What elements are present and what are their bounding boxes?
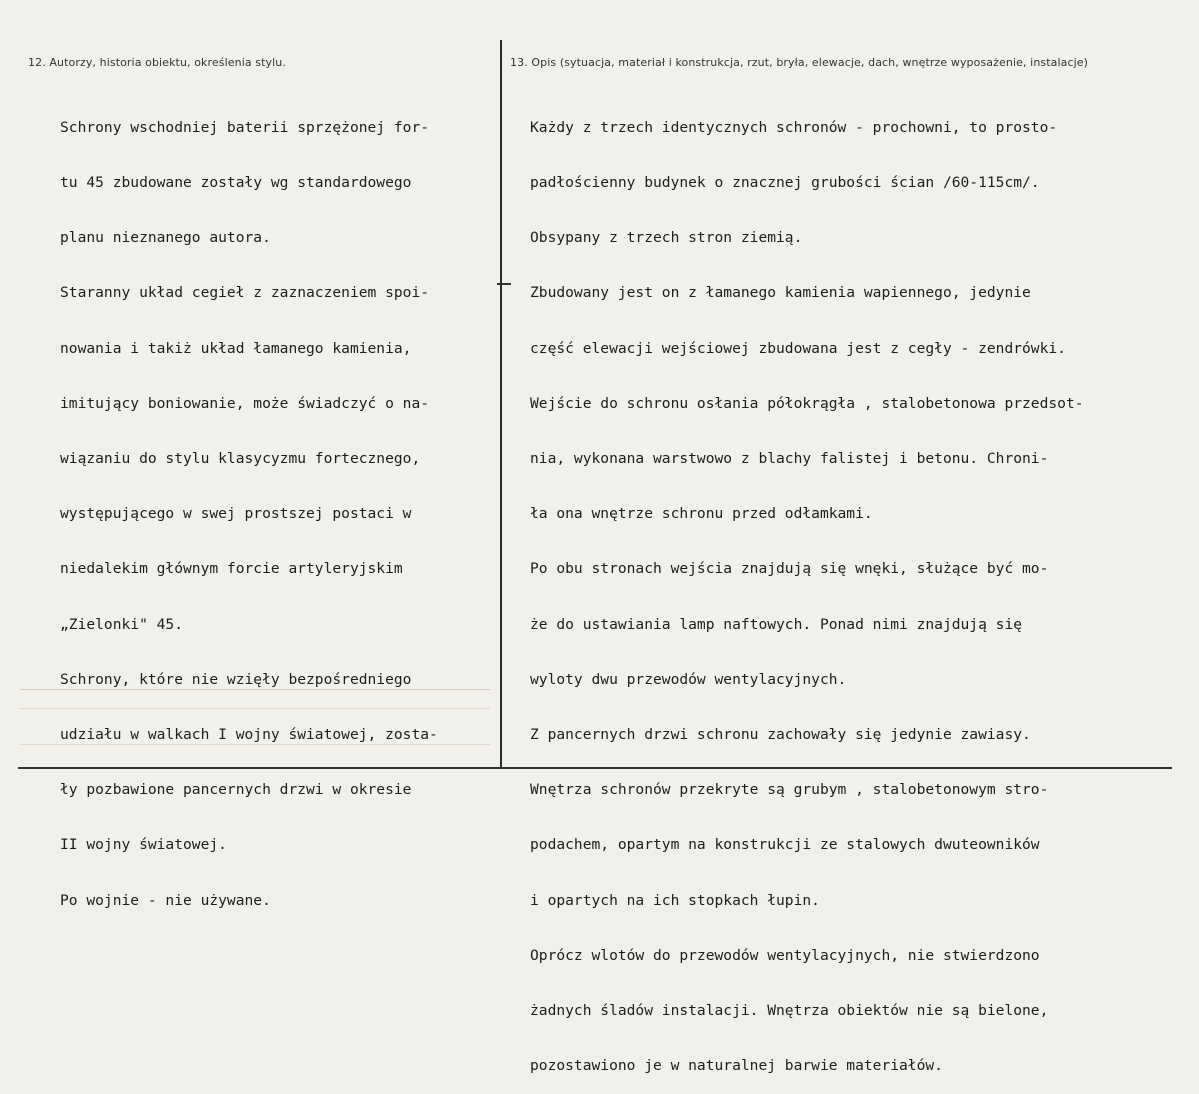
- text-line: Wejście do schronu osłania półokrągła , stalobetonowa przedsot-: [530, 394, 1084, 412]
- text-line: udziału w walkach I wojny światowej, zosta-: [60, 726, 438, 744]
- text-line: Staranny układ cegieł z zaznaczeniem spoi-: [60, 284, 430, 302]
- section-12-text: [60, 82, 438, 928]
- text-line: planu nieznanego autora.: [60, 229, 271, 247]
- text-line: Schrony, które nie wzięły bezpośredniego: [60, 670, 412, 688]
- text-line: Każdy z trzech identycznych schronów - prochowni, to prosto-: [530, 118, 1058, 136]
- text-line: niedalekim głównym forcie artyleryjskim: [60, 560, 403, 578]
- text-line: ły pozbawione pancernych drzwi w okresie: [60, 781, 412, 799]
- text-line: i opartych na ich stopkach łupin.: [530, 891, 820, 909]
- text-line: żadnych śladów instalacji. Wnętrza obiektów nie są bielone,: [530, 1002, 1049, 1020]
- text-line: padłościenny budynek o znacznej grubości ścian /60-115cm/.: [530, 174, 1040, 192]
- section-12-header: 12. Autorzy, historia obiektu, określenia stylu.: [28, 56, 286, 69]
- text-line: nowania i takiż układ łamanego kamienia,: [60, 339, 412, 357]
- text-line: Wnętrza schronów przekryte są grubym , stalobetonowym stro-: [530, 781, 1049, 799]
- text-line: pozostawiono je w naturalnej barwie materiałów.: [530, 1057, 943, 1075]
- text-line: Oprócz wlotów do przewodów wentylacyjnych, nie stwierdzono: [530, 946, 1040, 964]
- text-line: Po wojnie - nie używane.: [60, 891, 271, 909]
- text-line: wiązaniu do stylu klasycyzmu fortecznego,: [60, 450, 421, 468]
- text-line: tu 45 zbudowane zostały wg standardowego: [60, 174, 412, 192]
- text-line: II wojny światowej.: [60, 836, 227, 854]
- text-line: Z pancernych drzwi schronu zachowały się jedynie zawiasy.: [530, 726, 1031, 744]
- text-line: występującego w swej prostszej postaci w: [60, 505, 412, 523]
- text-line: że do ustawiania lamp naftowych. Ponad nimi znajdują się: [530, 615, 1023, 633]
- divider-tick: [497, 283, 511, 285]
- text-line: „Zielonki" 45.: [60, 615, 184, 633]
- text-line: nia, wykonana warstwowo z blachy falistej i betonu. Chroni-: [530, 450, 1049, 468]
- text-line: wyloty dwu przewodów wentylacyjnych.: [530, 670, 847, 688]
- text-line: podachem, opartym na konstrukcji ze stalowych dwuteowników: [530, 836, 1040, 854]
- section-13-header: 13. Opis (sytuacja, materiał i konstrukcja, rzut, bryła, elewacje, dach, wnętrze wyposażenie, instalacje): [510, 56, 1089, 69]
- text-line: ła ona wnętrze schronu przed odłamkami.: [530, 505, 873, 523]
- section-13-text: [530, 82, 1084, 1094]
- text-line: Zbudowany jest on z łamanego kamienia wapiennego, jedynie: [530, 284, 1031, 302]
- text-line: Po obu stronach wejścia znajdują się wnęki, służące być mo-: [530, 560, 1049, 578]
- text-line: imitujący boniowanie, może świadczyć o na-: [60, 394, 430, 412]
- text-line: Schrony wschodniej baterii sprzężonej for-: [60, 118, 430, 136]
- text-line: część elewacji wejściowej zbudowana jest z cegły - zendrówki.: [530, 339, 1066, 357]
- column-divider: [500, 40, 502, 768]
- text-line: Obsypany z trzech stron ziemią.: [530, 229, 803, 247]
